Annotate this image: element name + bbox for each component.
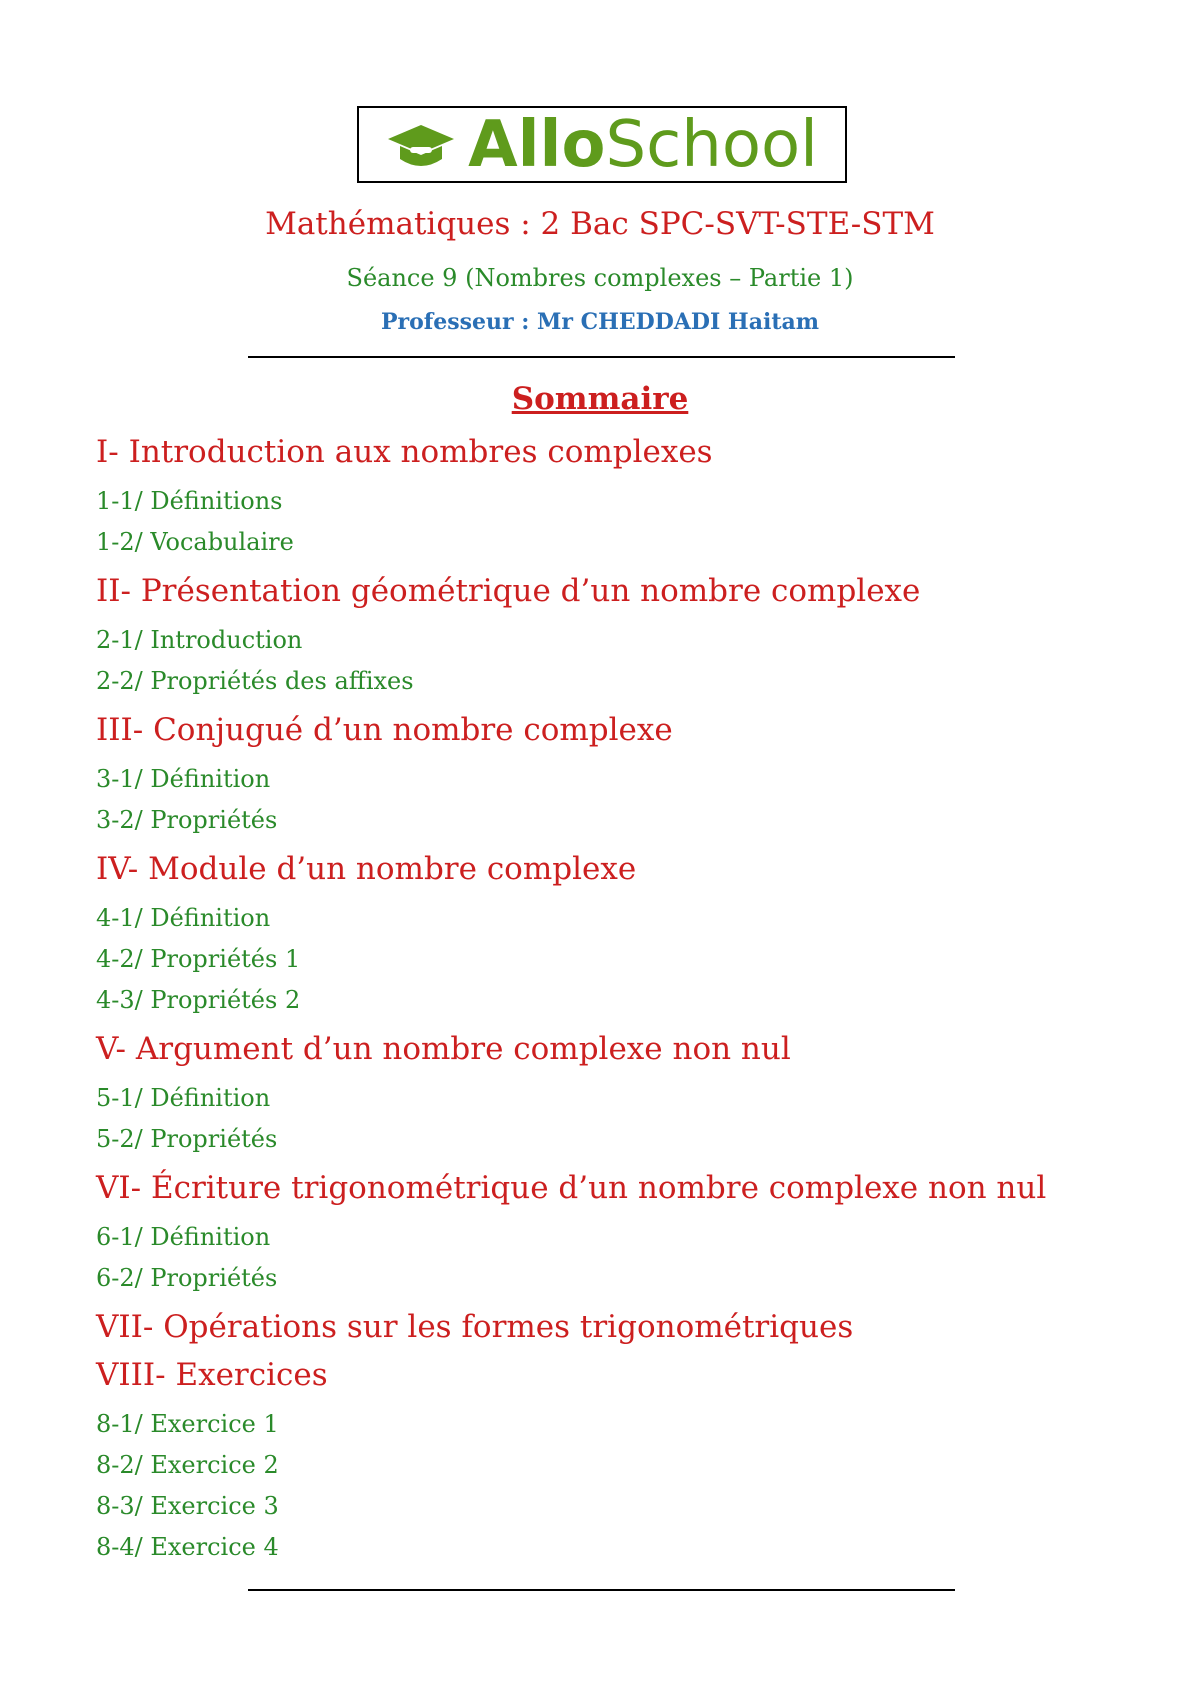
table-of-contents [96, 428, 1176, 1572]
toc-subsection-item: 3-1/ Définition [96, 765, 271, 793]
document-title: Mathématiques : 2 Bac SPC-SVT-STE-STM [265, 206, 935, 242]
toc-section-title: I- Introduction aux nombres complexes [96, 434, 713, 470]
toc-subsection-item: 4-1/ Définition [96, 904, 271, 932]
alloschool-logo [357, 106, 847, 183]
footer-divider [248, 1589, 955, 1591]
toc-section [96, 567, 1176, 706]
toc-subsection-item: 5-1/ Définition [96, 1084, 271, 1112]
session-subtitle: Séance 9 (Nombres complexes – Partie 1) [346, 264, 854, 292]
toc-subsection-list [96, 476, 1176, 567]
toc-section-title: III- Conjugué d’un nombre complexe [96, 712, 673, 748]
logo-text-allo: Allo [468, 107, 606, 182]
toc-section [96, 1164, 1176, 1303]
toc-section [96, 1025, 1176, 1164]
toc-subsection-item: 2-1/ Introduction [96, 626, 303, 654]
toc-section [96, 1351, 1176, 1572]
toc-subsection-item: 6-2/ Propriétés [96, 1264, 278, 1292]
graduation-cap-icon [386, 119, 456, 171]
logo-wordmark [468, 107, 818, 182]
toc-section-title: V- Argument d’un nombre complexe non nul [96, 1031, 791, 1067]
toc-subsection-item: 1-2/ Vocabulaire [96, 528, 294, 556]
professor-name: Professeur : Mr CHEDDADI Haitam [380, 309, 820, 335]
toc-subsection-list [96, 1399, 1176, 1572]
toc-section-title: IV- Module d’un nombre complexe [96, 851, 637, 887]
header-divider [248, 356, 955, 358]
toc-section-title: VII- Opérations sur les formes trigonométriques [96, 1309, 854, 1345]
summary-heading: Sommaire [511, 381, 689, 417]
toc-subsection-list [96, 1212, 1176, 1303]
toc-subsection-list [96, 1073, 1176, 1164]
toc-subsection-list [96, 893, 1176, 1025]
toc-subsection-item: 1-1/ Définitions [96, 487, 283, 515]
toc-subsection-list [96, 754, 1176, 845]
toc-subsection-item: 5-2/ Propriétés [96, 1125, 278, 1153]
toc-section [96, 706, 1176, 845]
toc-section-title: VIII- Exercices [96, 1357, 328, 1393]
toc-section-title: VI- Écriture trigonométrique d’un nombre complexe non nul [96, 1170, 1047, 1206]
toc-subsection-item: 3-2/ Propriétés [96, 806, 278, 834]
toc-subsection-item: 8-2/ Exercice 2 [96, 1451, 279, 1479]
toc-subsection-item: 4-3/ Propriétés 2 [96, 986, 301, 1014]
toc-section [96, 845, 1176, 1025]
toc-section [96, 1303, 1176, 1351]
toc-subsection-item: 4-2/ Propriétés 1 [96, 945, 301, 973]
toc-subsection-item: 8-3/ Exercice 3 [96, 1492, 279, 1520]
toc-subsection-item: 2-2/ Propriétés des affixes [96, 667, 414, 695]
toc-subsection-item: 6-1/ Définition [96, 1223, 271, 1251]
toc-section-title: II- Présentation géométrique d’un nombre complexe [96, 573, 921, 609]
logo-text-school: School [605, 107, 818, 182]
toc-section [96, 428, 1176, 567]
toc-subsection-item: 8-1/ Exercice 1 [96, 1410, 279, 1438]
toc-subsection-list [96, 615, 1176, 706]
toc-subsection-item: 8-4/ Exercice 4 [96, 1533, 279, 1561]
